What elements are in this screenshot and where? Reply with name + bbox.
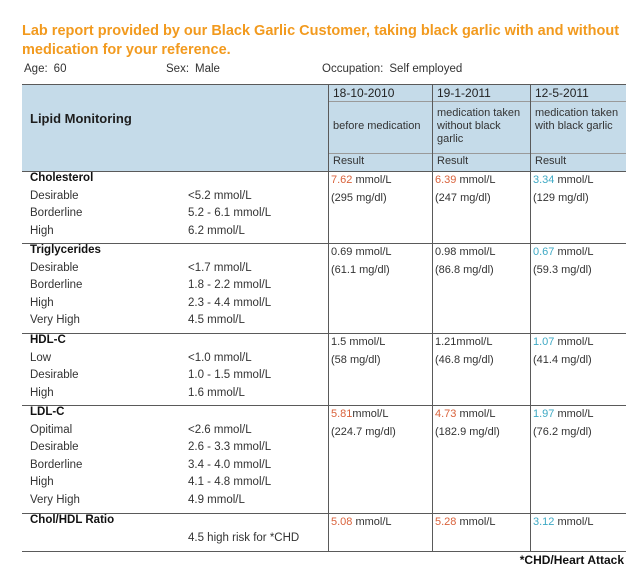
result-number: 3.12 bbox=[533, 516, 555, 528]
result-number: 0.69 bbox=[331, 246, 353, 258]
result-mmol bbox=[533, 333, 594, 351]
result-unit: mmol/L bbox=[346, 336, 386, 348]
age-value: 60 bbox=[53, 63, 67, 75]
range-label: Low bbox=[30, 351, 52, 364]
col-3-date: 12-5-2011 bbox=[535, 86, 589, 100]
range-label: Very High bbox=[30, 314, 80, 326]
result-unit: mmol/L bbox=[352, 246, 392, 258]
col-1-result-label: Result bbox=[333, 155, 365, 167]
range-value: 1.0 - 1.5 mmol/L bbox=[188, 369, 272, 381]
result-mmol bbox=[435, 171, 496, 189]
age-info bbox=[24, 63, 72, 75]
result-unit: mmol/L bbox=[456, 408, 496, 420]
result-unit: mmol/L bbox=[554, 246, 594, 258]
range-value: <5.2 mmol/L bbox=[188, 189, 252, 202]
range-value: 1.8 - 2.2 mmol/L bbox=[188, 279, 272, 291]
result-cell bbox=[533, 333, 594, 369]
range-label: Borderline bbox=[30, 279, 83, 291]
result-mmol bbox=[331, 171, 392, 189]
result-mmol bbox=[533, 171, 594, 189]
col-2-date: 19-1-2011 bbox=[437, 86, 491, 100]
result-number: 7.62 bbox=[331, 174, 353, 186]
result-mgdl: (41.4 mg/dl) bbox=[533, 354, 592, 366]
result-cell bbox=[331, 243, 392, 279]
column-divider-3 bbox=[530, 85, 531, 551]
result-cell bbox=[533, 405, 594, 441]
result-number: 0.67 bbox=[533, 246, 555, 258]
col-3-result-label: Result bbox=[535, 155, 567, 167]
range-value: <1.0 mmol/L bbox=[188, 351, 252, 364]
result-mmol bbox=[331, 333, 385, 351]
result-cell bbox=[533, 171, 594, 207]
col-2-result-label: Result bbox=[437, 155, 469, 167]
result-mmol bbox=[435, 333, 494, 351]
result-mgdl: (58 mg/dl) bbox=[331, 354, 381, 366]
col-3-desc: medication taken with black garlic bbox=[535, 107, 619, 132]
range-value: 2.6 - 3.3 mmol/L bbox=[188, 441, 272, 453]
result-cell bbox=[435, 405, 500, 441]
range-label: Desirable bbox=[30, 441, 79, 453]
range-label: High bbox=[30, 476, 54, 488]
range-label: Opitimal bbox=[30, 423, 73, 436]
col-1-desc: before medication bbox=[333, 120, 421, 132]
report-title: Lab report provided by our Black Garlic Customer, taking black garlic with and without medication for your reference. bbox=[22, 23, 620, 58]
test-name: LDL-C bbox=[30, 406, 65, 418]
range-label: High bbox=[30, 296, 54, 309]
result-mgdl: (61.1 mg/dl) bbox=[331, 264, 390, 276]
result-unit: mmol/L bbox=[554, 336, 594, 348]
result-mgdl: (182.9 mg/dl) bbox=[435, 426, 500, 438]
result-unit: mmol/L bbox=[554, 408, 594, 420]
test-name: Triglycerides bbox=[30, 244, 101, 256]
result-cell bbox=[331, 513, 392, 531]
result-cell bbox=[435, 333, 494, 369]
result-mgdl: (247 mg/dl) bbox=[435, 192, 491, 204]
range-value: 1.6 mmol/L bbox=[188, 386, 245, 399]
result-number: 6.39 bbox=[435, 174, 457, 186]
age-label: Age: bbox=[24, 63, 48, 75]
col-2-desc: medication taken without black garlic bbox=[437, 107, 521, 145]
result-mgdl: (86.8 mg/dl) bbox=[435, 264, 494, 276]
result-unit: mmol/L bbox=[554, 174, 594, 186]
result-unit: mmol/L bbox=[456, 516, 496, 528]
range-value: 4.5 mmol/L bbox=[188, 314, 245, 326]
result-number: 1.97 bbox=[533, 408, 555, 420]
test-name: Cholesterol bbox=[30, 172, 94, 184]
result-mmol bbox=[331, 243, 392, 261]
sex-label: Sex: bbox=[166, 63, 190, 75]
result-mmol bbox=[435, 405, 500, 423]
result-cell bbox=[435, 243, 496, 279]
header-result-divider bbox=[329, 153, 626, 154]
result-number: 1.07 bbox=[533, 336, 555, 348]
result-unit: mmol/L bbox=[554, 516, 594, 528]
result-unit: mmol/L bbox=[352, 408, 389, 420]
result-unit: mmol/L bbox=[456, 174, 496, 186]
range-label: High bbox=[30, 386, 54, 399]
result-mmol bbox=[533, 243, 594, 261]
result-mgdl: (46.8 mg/dl) bbox=[435, 354, 494, 366]
result-unit: mmol/L bbox=[352, 174, 392, 186]
result-cell bbox=[533, 243, 594, 279]
result-mmol bbox=[533, 513, 594, 531]
range-value: <1.7 mmol/L bbox=[188, 261, 252, 274]
occupation-info bbox=[322, 63, 468, 75]
result-mgdl: (129 mg/dl) bbox=[533, 192, 589, 204]
test-name: Chol/HDL Ratio bbox=[30, 514, 115, 526]
result-mmol bbox=[331, 513, 392, 531]
result-unit: mmol/L bbox=[456, 246, 496, 258]
footnote: *CHD/Heart Attack bbox=[519, 553, 624, 567]
result-mgdl: (224.7 mg/dl) bbox=[331, 426, 396, 438]
result-number: 1.21 bbox=[435, 336, 457, 348]
range-value: 4.1 - 4.8 mmol/L bbox=[188, 476, 272, 488]
lipid-table bbox=[22, 84, 626, 552]
column-divider-2 bbox=[432, 85, 433, 551]
range-value: 4.9 mmol/L bbox=[188, 493, 245, 506]
lipid-monitoring-label: Lipid Monitoring bbox=[30, 111, 132, 126]
column-divider-1 bbox=[328, 85, 329, 551]
range-value: <2.6 mmol/L bbox=[188, 423, 252, 436]
result-number: 5.81 bbox=[331, 408, 353, 420]
result-mmol bbox=[533, 405, 594, 423]
result-mgdl: (295 mg/dl) bbox=[331, 192, 387, 204]
result-mmol bbox=[435, 243, 496, 261]
range-label: High bbox=[30, 224, 54, 237]
result-number: 0.98 bbox=[435, 246, 457, 258]
range-value: 5.2 - 6.1 mmol/L bbox=[188, 207, 272, 219]
range-label: Borderline bbox=[30, 207, 83, 219]
range-label: Borderline bbox=[30, 458, 83, 471]
result-mgdl: (59.3 mg/dl) bbox=[533, 264, 592, 276]
header-date-divider bbox=[329, 101, 626, 102]
result-cell bbox=[435, 513, 496, 531]
result-number: 1.5 bbox=[331, 336, 347, 348]
sex-value: Male bbox=[195, 63, 220, 75]
range-value: 2.3 - 4.4 mmol/L bbox=[188, 296, 272, 309]
result-number: 5.28 bbox=[435, 516, 457, 528]
result-number: 4.73 bbox=[435, 408, 457, 420]
header-label-cell bbox=[22, 85, 328, 172]
result-unit: mmol/L bbox=[456, 336, 493, 348]
sex-info bbox=[166, 63, 226, 75]
result-cell bbox=[331, 333, 385, 369]
result-cell bbox=[331, 171, 392, 207]
occupation-value: Self employed bbox=[389, 63, 463, 75]
result-mgdl: (76.2 mg/dl) bbox=[533, 426, 592, 438]
result-number: 5.08 bbox=[331, 516, 353, 528]
range-value: 4.5 high risk for *CHD bbox=[188, 531, 300, 544]
test-name: HDL-C bbox=[30, 334, 66, 346]
result-number: 3.34 bbox=[533, 174, 555, 186]
result-cell bbox=[435, 171, 496, 207]
result-mmol bbox=[331, 405, 396, 423]
range-label: Desirable bbox=[30, 261, 79, 274]
result-unit: mmol/L bbox=[352, 516, 392, 528]
result-cell bbox=[533, 513, 594, 531]
range-label: Desirable bbox=[30, 189, 79, 202]
range-value: 3.4 - 4.0 mmol/L bbox=[188, 458, 272, 471]
range-label: Desirable bbox=[30, 369, 79, 381]
col-1-date: 18-10-2010 bbox=[333, 86, 395, 100]
occupation-label: Occupation: bbox=[322, 63, 384, 75]
result-mmol bbox=[435, 513, 496, 531]
range-value: 6.2 mmol/L bbox=[188, 224, 245, 237]
result-cell bbox=[331, 405, 396, 441]
range-label: Very High bbox=[30, 493, 80, 506]
